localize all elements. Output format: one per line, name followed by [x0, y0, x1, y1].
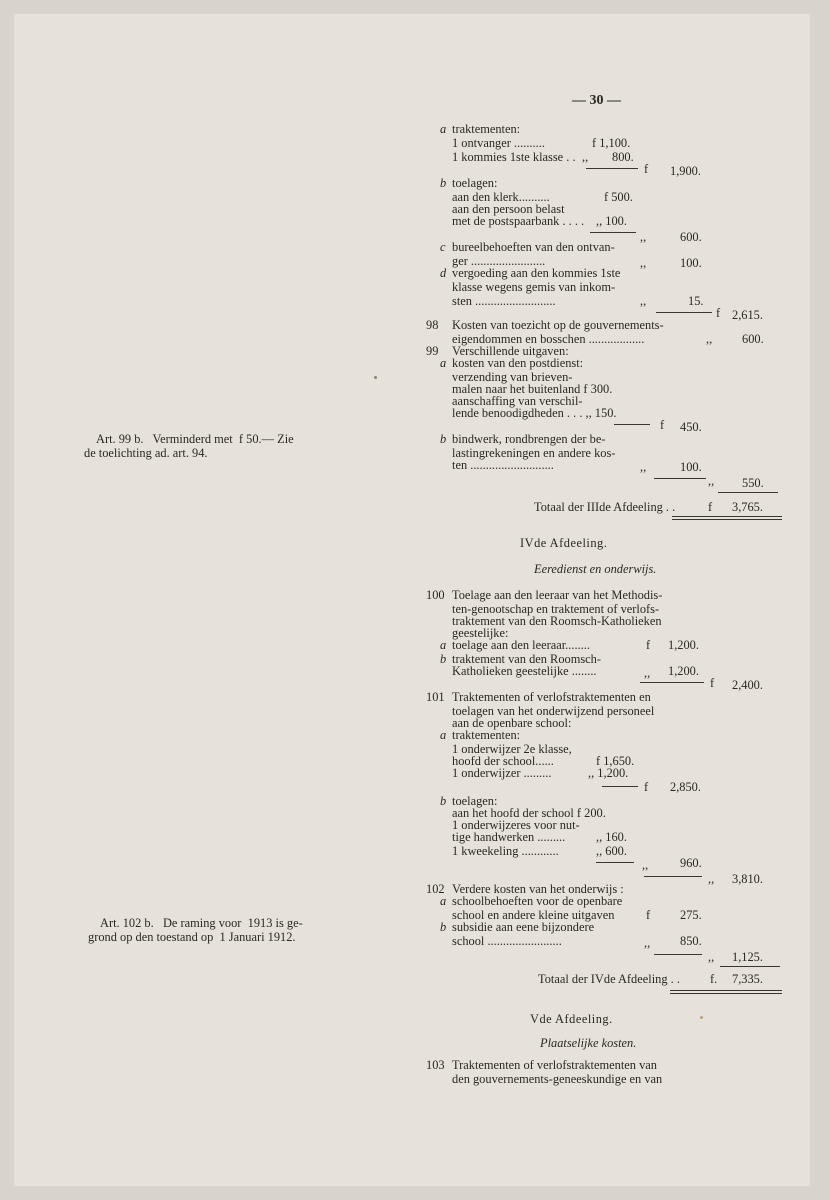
amount: f 1,100. — [592, 136, 631, 150]
line-text: Verschillende uitgaven: — [452, 344, 569, 358]
line-text: traktementen: — [452, 122, 521, 136]
sum-rule — [656, 312, 712, 313]
line-text: kosten van den postdienst: — [452, 356, 584, 370]
line-text: 1 kweekeling ............ — [452, 844, 559, 858]
subtotal: 100. — [680, 256, 702, 270]
ditto-mark: ,, — [708, 950, 715, 964]
item-letter: b — [440, 176, 447, 190]
item-letter: a — [440, 122, 447, 136]
line-text: school ........................ — [452, 934, 562, 948]
line-text: 1 onderwijzer 2e klasse, — [452, 742, 572, 756]
line-text: 1 onderwijzer ......... — [452, 766, 552, 780]
line-text: ten-genootschap en traktement of verlofs- — [452, 602, 660, 616]
ditto-mark: ,, — [640, 294, 647, 308]
line-text: toelagen: — [452, 176, 498, 190]
line-text: den gouvernements-geneeskundige en van — [452, 1072, 663, 1086]
article-number: 99 — [426, 344, 439, 358]
item-letter: b — [440, 652, 447, 666]
line-text: lende benoodigdheden . . . ,, 150. — [452, 406, 617, 420]
line-text: traktement van den Roomsch-Katholieken — [452, 614, 662, 628]
subtotal: 1,900. — [670, 164, 701, 178]
amount: ,, 600. — [596, 844, 627, 858]
subtotal: 2,850. — [670, 780, 701, 794]
currency: f — [644, 780, 649, 794]
section-subtitle: Plaatselijke kosten. — [540, 1036, 637, 1050]
section-total-amount: 3,765. — [732, 500, 763, 514]
article-number: 102 — [426, 882, 445, 896]
line-text: lastingrekeningen en andere kos- — [452, 446, 616, 460]
document-page — [14, 14, 810, 1186]
subtotal: 450. — [680, 420, 702, 434]
line-text: geestelijke: — [452, 626, 509, 640]
ditto-mark: ,, — [644, 936, 651, 950]
paper-speck — [374, 376, 377, 379]
amount: 800. — [612, 150, 634, 164]
subtotal: 15. — [688, 294, 704, 308]
line-text: ger ........................ — [452, 254, 546, 268]
item-letter: a — [440, 894, 447, 908]
line-text: vergoeding aan den kommies 1ste — [452, 266, 621, 280]
item-letter: a — [440, 356, 447, 370]
margin-note-art99: de toelichting ad. art. 94. — [84, 446, 208, 460]
ditto-mark: ,, — [706, 332, 713, 346]
sum-rule — [720, 966, 780, 967]
section-total-label: Totaal der IIIde Afdeeling . . — [534, 500, 676, 514]
line-text: eigendommen en bosschen .................. — [452, 332, 645, 346]
line-text: Katholieken geestelijke ........ — [452, 664, 597, 678]
line-text: toelagen: — [452, 794, 498, 808]
article-number: 101 — [426, 690, 445, 704]
total-amount: 3,810. — [732, 872, 763, 886]
sum-rule — [586, 168, 638, 169]
total-amount: 600. — [742, 332, 764, 346]
line-text: malen naar het buitenland f 300. — [452, 382, 613, 396]
amount: ,, 160. — [596, 830, 627, 844]
line-text: bureelbehoeften van den ontvan- — [452, 240, 615, 254]
sum-rule — [590, 232, 636, 233]
ditto-mark: ,, — [708, 474, 715, 488]
line-text: aanschaffing van verschil- — [452, 394, 583, 408]
item-letter: b — [440, 432, 447, 446]
double-rule — [670, 990, 782, 991]
line-text: toelage aan den leeraar........ — [452, 638, 590, 652]
subtotal: 100. — [680, 460, 702, 474]
currency: f — [716, 306, 721, 320]
line-text: 1 kommies 1ste klasse . . — [452, 150, 576, 164]
total-amount: 2,615. — [732, 308, 763, 322]
paper-speck — [700, 1016, 703, 1019]
subtotal: 960. — [680, 856, 702, 870]
margin-note-art102: grond op den toestand op 1 Januari 1912. — [88, 930, 296, 944]
line-text: aan den persoon belast — [452, 202, 565, 216]
line-text: sten .......................... — [452, 294, 556, 308]
line-text: met de postspaarbank . . . . — [452, 214, 585, 228]
currency: f — [710, 676, 715, 690]
amount: 1,200. — [668, 638, 699, 652]
line-text: subsidie aan eene bijzondere — [452, 920, 595, 934]
ditto-mark: ,, — [640, 256, 647, 270]
currency: f — [646, 638, 651, 652]
total-amount: 2,400. — [732, 678, 763, 692]
currency: f — [708, 500, 713, 514]
sum-rule — [614, 424, 650, 425]
amount: ,, 100. — [596, 214, 627, 228]
line-text: 1 ontvanger .......... — [452, 136, 545, 150]
subtotal: 600. — [680, 230, 702, 244]
item-letter: a — [440, 638, 447, 652]
sum-rule — [596, 862, 634, 863]
item-letter: c — [440, 240, 446, 254]
line-text: klasse wegens gemis van inkom- — [452, 280, 616, 294]
currency: f — [646, 908, 651, 922]
line-text: 1 onderwijzeres voor nut- — [452, 818, 580, 832]
sum-rule — [654, 954, 702, 955]
sum-rule — [654, 478, 706, 479]
currency: f — [660, 418, 665, 432]
currency: f — [644, 162, 649, 176]
ditto-mark: ,, — [582, 150, 589, 164]
line-text: hoofd der school...... — [452, 754, 554, 768]
item-letter: b — [440, 920, 447, 934]
amount: 850. — [680, 934, 702, 948]
amount: 275. — [680, 908, 702, 922]
section-title: IVde Afdeeling. — [520, 536, 608, 550]
margin-note-art102: Art. 102 b. De raming voor 1913 is ge- — [100, 916, 303, 930]
line-text: Verdere kosten van het onderwijs : — [452, 882, 624, 896]
ditto-mark: ,, — [708, 872, 715, 886]
item-letter: d — [440, 266, 447, 280]
line-text: traktement van den Roomsch- — [452, 652, 601, 666]
item-letter: b — [440, 794, 447, 808]
amount: ,, 1,200. — [588, 766, 629, 780]
line-text: Kosten van toezicht op de gouvernements- — [452, 318, 664, 332]
page-number: — 30 — — [572, 93, 621, 108]
item-letter: a — [440, 728, 447, 742]
amount: f 500. — [604, 190, 633, 204]
amount: f 1,650. — [596, 754, 635, 768]
line-text: tige handwerken ......... — [452, 830, 566, 844]
line-text: verzending van brieven- — [452, 370, 573, 384]
section-subtitle: Eeredienst en onderwijs. — [534, 562, 657, 576]
line-text: schoolbehoeften voor de openbare — [452, 894, 623, 908]
line-text: Traktementen of verlofstraktementen en — [452, 690, 651, 704]
line-text: traktementen: — [452, 728, 521, 742]
section-total-label: Totaal der IVde Afdeeling . . — [538, 972, 680, 986]
sum-rule — [644, 876, 702, 877]
article-number: 98 — [426, 318, 439, 332]
line-text: toelagen van het onderwijzend personeel — [452, 704, 655, 718]
line-text: aan de openbare school: — [452, 716, 572, 730]
total-amount: 550. — [742, 476, 764, 490]
line-text: bindwerk, rondbrengen der be- — [452, 432, 606, 446]
sum-rule — [640, 682, 704, 683]
line-text: aan het hoofd der school f 200. — [452, 806, 606, 820]
line-text: Traktementen of verlofstraktementen van — [452, 1058, 657, 1072]
ditto-mark: ,, — [640, 230, 647, 244]
total-amount: 1,125. — [732, 950, 763, 964]
section-total-amount: 7,335. — [732, 972, 763, 986]
ditto-mark: ,, — [642, 858, 649, 872]
article-number: 100 — [426, 588, 445, 602]
sum-rule — [718, 492, 778, 493]
line-text: ten ........................... — [452, 458, 554, 472]
margin-note-art99: Art. 99 b. Verminderd met f 50.— Zie — [96, 432, 294, 446]
ditto-mark: ,, — [640, 460, 647, 474]
line-text: Toelage aan den leeraar van het Methodis- — [452, 588, 663, 602]
sum-rule — [602, 786, 638, 787]
double-rule — [672, 516, 782, 517]
section-title: Vde Afdeeling. — [530, 1012, 613, 1026]
article-number: 103 — [426, 1058, 445, 1072]
amount: 1,200. — [668, 664, 699, 678]
line-text: aan den klerk.......... — [452, 190, 550, 204]
currency: f. — [710, 972, 718, 986]
line-text: school en andere kleine uitgaven — [452, 908, 615, 922]
ditto-mark: ,, — [644, 666, 651, 680]
